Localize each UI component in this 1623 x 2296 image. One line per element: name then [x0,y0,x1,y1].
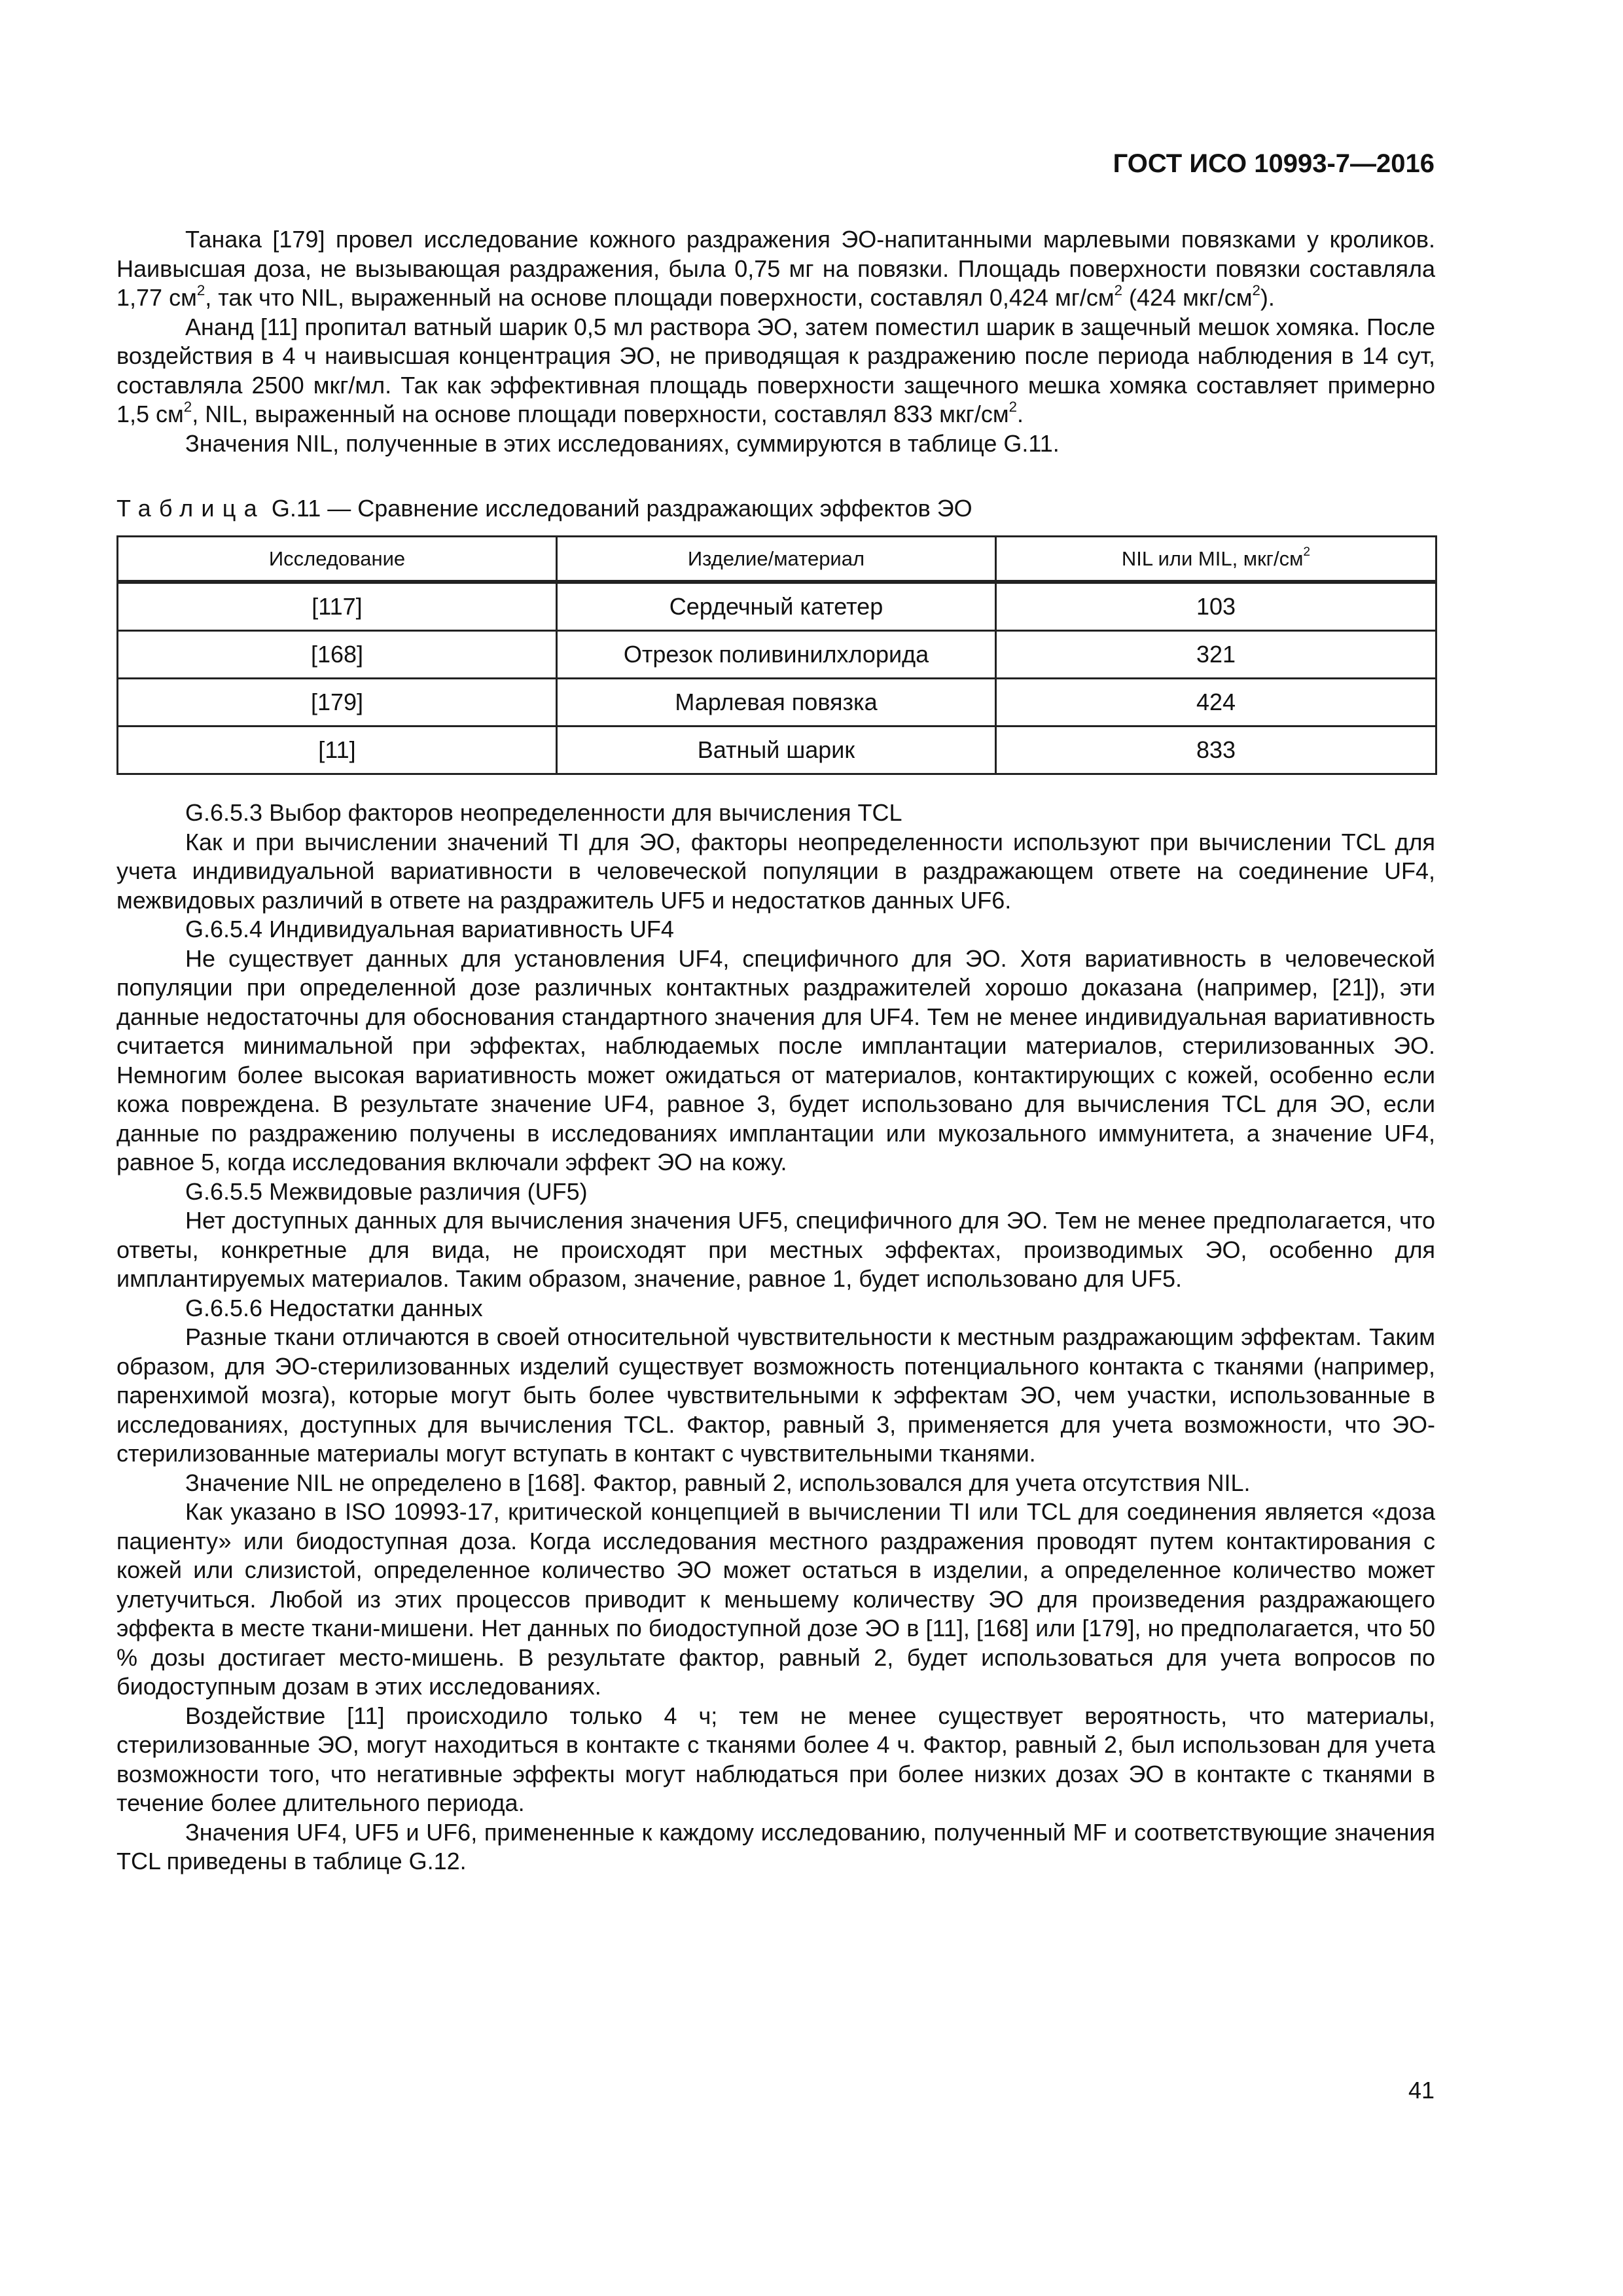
paragraph: Разные ткани отличаются в своей относительной чувствительности к местным раздражающим эффектам. Таким образом, для ЭО-стерилизованных изделий существует возможность потенциального контакта с тканями (например, паренхимой мозга), которые могут быть более чувствительными к эффектам ЭО, чем участки, использованные в исследованиях, доступных для вычисления TCL. Фактор, равный 3, применяется для учета возможности, что ЭО-стерилизованные материалы могут вступать в контакт с чувствительными тканями. [116,1323,1435,1467]
cell-value: 424 [995,679,1436,726]
cell-item: Отрезок поливинилхлорида [556,631,995,679]
header-study: Исследование [118,537,557,583]
paragraph: Воздействие [11] происходило только 4 ч; тем не менее существует вероятность, что материалы, стерилизованные ЭО, могут находиться в контакте с тканями более 4 ч. Фактор, равный 2, был использован для учета возможности того, что негативные эффекты могут наблюдаться при более низких дозах ЭО в контакте с тканями в течение более длительного периода. [116,1702,1435,1816]
cell-item: Сердечный катетер [556,582,995,631]
table-caption-label: Таблица [116,495,265,522]
section-heading: G.6.5.6 Недостатки данных [185,1294,483,1321]
paragraph-tanaka: Танака [179] провел исследование кожного раздражения ЭО-напитанными марлевыми повязками у кроликов. Наивысшая доза, не вызывающая раздражения, была 0,75 мг на повязки. Площадь поверхности повязки составляла 1,77 $см^2$, так что NIL, выраженный на основе площади поверхности, составлял 0,424 $мг/см^2$ (424 мкг/$см^2$). [116,226,1435,311]
paragraph: Не существует данных для установления UF4, специфичного для ЭО. Хотя вариативность в человеческой популяции при определенной дозе различных контактных раздражителей хорошо доказана (например, [21]), эти данные недостаточны для обоснования стандартного значения для UF4. Тем не менее индивидуальная вариативность считается минимальной при эффектах, наблюдаемых после имплантации материалов, стерилизованных ЭО. Немногим более высокая вариативность может ожидаться от материалов, контактирующих с кожей, особенно если кожа повреждена. В результате значение UF4, равное 3, будет использовано для вычисления TCL для ЭО, если данные по раздражению получены в исследованиях имплантации или мукозального иммунитета, а значение UF4, равное 5, когда исследования включали эффект ЭО на кожу. [116,944,1435,1175]
paragraph: Значение NIL не определено в [168]. Фактор, равный 2, использовался для учета отсутствия NIL. [185,1469,1251,1496]
table-caption-title: G.11 — Сравнение исследований раздражающих эффектов ЭО [264,495,972,522]
paragraph: Как и при вычислении значений TI для ЭО, факторы неопределенности используют при вычислении TCL для учета индивидуальной вариативности в человеческой популяции в раздражающем ответе на соединение UF4, межвидовых различий в ответе на раздражитель UF5 и недостатков данных UF6. [116,828,1435,914]
cell-study: [11] [118,726,557,774]
standard-header: ГОСТ ИСО 10993-7—2016 [1113,149,1435,178]
paragraph-summary: Значения NIL, полученные в этих исследованиях, суммируются в таблице G.11. [185,429,1060,457]
comparison-table [116,535,1437,775]
paragraph: Значения UF4, UF5 и UF6, примененные к каждому исследованию, полученный MF и соответствующие значения TCL приведены в таблице G.12. [116,1818,1435,1874]
section-heading: G.6.5.3 Выбор факторов неопределенности для вычисления TCL [185,799,902,826]
cell-study: [179] [118,679,557,726]
section-heading: G.6.5.4 Индивидуальная вариативность UF4 [185,916,674,942]
section-heading: G.6.5.5 Межвидовые различия (UF5) [185,1177,588,1205]
header-value: NIL или MIL, мкг/$см^2$ [995,537,1436,583]
table-row [118,726,1436,774]
cell-value: 321 [995,631,1436,679]
cell-item: Марлевая повязка [556,679,995,726]
cell-study: [117] [118,582,557,631]
cell-item: Ватный шарик [556,726,995,774]
table-row [118,582,1436,631]
cell-value: 833 [995,726,1436,774]
header-item: Изделие/материал [556,537,995,583]
table-caption [116,495,972,522]
table-row [118,631,1436,679]
paragraph: Нет доступных данных для вычисления значения UF5, специфичного для ЭО. Тем не менее предполагается, что ответы, конкретные для вида, не происходят при местных эффектах, производимых ЭО, особенно для имплантируемых материалов. Таким образом, значение, равное 1, будет использовано для UF5. [116,1207,1435,1292]
page-number: 41 [1408,2077,1435,2104]
paragraph-anand: Ананд [11] пропитал ватный шарик 0,5 мл раствора ЭО, затем поместил шарик в защечный мешок хомяка. После воздействия в 4 ч наивысшая концентрация ЭО, не приводящая к раздражению после периода наблюдения в 14 сут, составляла 2500 мкг/мл. Так как эффективная площадь поверхности защечного мешка хомяка составляет примерно 1,5 $см^2$, NIL, выраженный на основе площади поверхности, составлял 833 мкг/$см^2$. [116,313,1435,427]
paragraph: Как указано в ISO 10993-17, критической концепцией в вычислении TI или TCL для соединения является «доза пациенту» или биодоступная доза. Когда исследования местного раздражения проводят путем контактирования с кожей или слизистой, определенное количество ЭО может остаться в изделии, а определенное количество может улетучиться. Любой из этих процессов приводит к меньшему количеству ЭО для произведения раздражающего эффекта в месте ткани-мишени. Нет данных по биодоступной дозе ЭО в [11], [168] или [179], но предполагается, что 50 % дозы достигает место-мишень. В результате фактор, равный 2, будет использоваться для учета вопросов по биодоступным дозам в этих исследованиях. [116,1498,1435,1700]
uncertainty-sections [116,798,1435,1876]
intro-text [116,225,1435,458]
cell-study: [168] [118,631,557,679]
table-header-row [118,537,1436,583]
table-row [118,679,1436,726]
cell-value: 103 [995,582,1436,631]
